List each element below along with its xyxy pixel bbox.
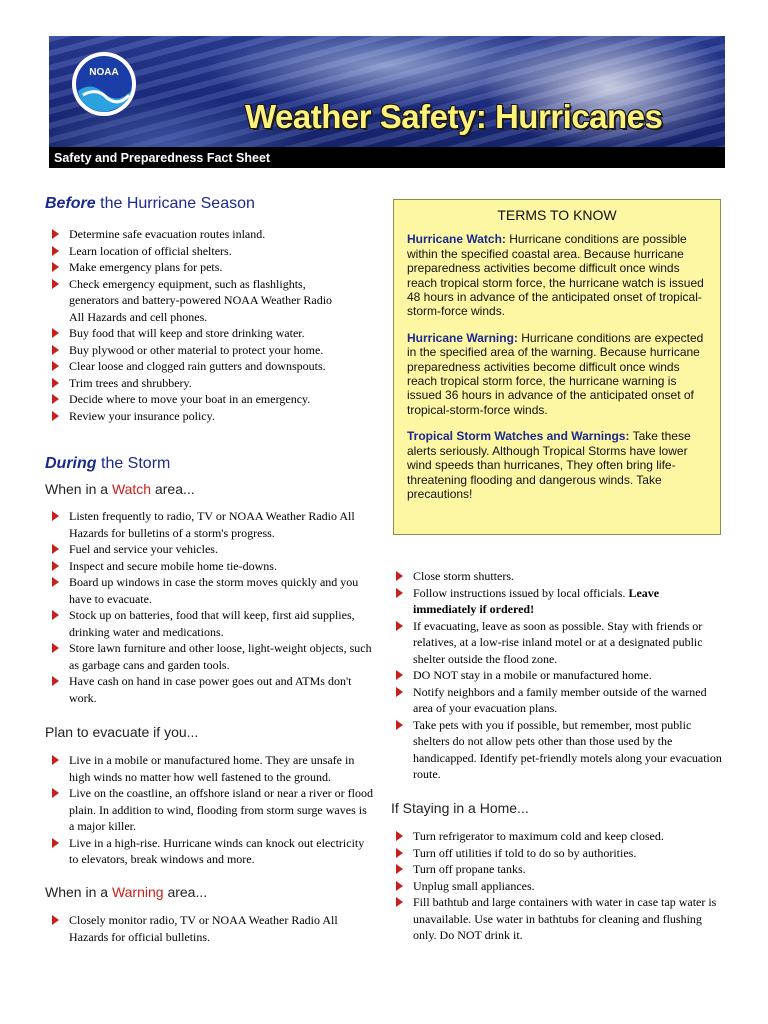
bullet-arrow-icon [52,511,59,521]
header-banner [49,36,725,168]
bullet-arrow-icon [396,588,403,598]
bullet-arrow-icon [52,361,59,371]
bullet-arrow-icon [396,720,403,730]
before-heading-rest: the Hurricane Season [95,195,255,212]
bullet-arrow-icon [52,561,59,571]
bullet-arrow-icon [52,755,59,765]
list-item: Have cash on hand in case power goes out and ATMs don't work. [49,673,374,706]
warning-list-right [393,568,723,783]
list-item: If evacuating, leave as soon as possible. Stay with friends or relatives, at a low-rise inland motel or at a designated public shelter outside the flood zone. [393,618,723,668]
bullet-arrow-icon [396,670,403,680]
list-item: DO NOT stay in a mobile or manufactured home. [393,667,723,684]
bullet-arrow-icon [52,838,59,848]
list-item: Turn off propane tanks. [393,861,723,878]
list-item: Fuel and service your vehicles. [49,541,374,558]
bullet-arrow-icon [52,279,59,289]
logo-text: NOAA [89,67,119,78]
list-item: Live in a mobile or manufactured home. They are unsafe in high winds no matter how well fastened to the ground. [49,752,374,785]
staying-home-heading: If Staying in a Home... [391,800,529,816]
list-item: Fill bathtub and large containers with water in case tap water is unavailable. Use water in bathtubs for cleaning and flushing only. Do NOT drink it. [393,894,723,944]
bullet-arrow-icon [52,345,59,355]
list-item: Decide where to move your boat in an emergency. [49,391,344,408]
list-item: Close storm shutters. [393,568,723,585]
bullet-arrow-icon [52,544,59,554]
bullet-arrow-icon [52,643,59,653]
list-item: Buy plywood or other material to protect your home. [49,342,344,359]
bullet-arrow-icon [52,915,59,925]
plan-evacuate-heading: Plan to evacuate if you... [45,724,199,740]
list-item: Follow instructions issued by local officials. Leave immediately if ordered! [393,585,723,618]
noaa-logo-icon [71,51,137,117]
list-item: Unplug small appliances. [393,878,723,895]
bullet-arrow-icon [52,378,59,388]
subtitle-bar [49,147,725,168]
page-subtitle: Safety and Preparedness Fact Sheet [54,151,271,165]
list-item: Take pets with you if possible, but remember, most public shelters do not allow pets other than those used by the handicapped. Identify pet-friendly motels along your evacuation route. [393,717,723,783]
term-hurricane-warning: Hurricane Warning: Hurricane conditions are expected in the specified area of the warning. Because hurricane preparedness activities become difficult once winds reach tropical storm force, the hurricane warning is issued 36 hours in advance of the anticipated onset of tropical-storm-force winds. [407,330,704,417]
list-item: Store lawn furniture and other loose, light-weight objects, such as garbage cans and garden tools. [49,640,374,673]
watch-area-heading: When in a Watch area... [45,481,195,497]
before-season-heading [45,195,255,213]
bullet-arrow-icon [52,676,59,686]
bullet-arrow-icon [396,848,403,858]
list-item: Turn refrigerator to maximum cold and keep closed. [393,828,723,845]
bullet-arrow-icon [52,577,59,587]
during-storm-heading [45,455,170,473]
list-item: Closely monitor radio, TV or NOAA Weather Radio All Hazards for official bulletins. [49,912,359,945]
before-season-list [49,226,344,424]
list-item: Notify neighbors and a family member outside of the warned area of your evacuation plans. [393,684,723,717]
list-item: Buy food that will keep and store drinking water. [49,325,344,342]
bullet-arrow-icon [52,262,59,272]
terms-to-know-box [393,199,721,535]
bullet-arrow-icon [396,881,403,891]
bullet-arrow-icon [396,864,403,874]
list-item: Determine safe evacuation routes inland. [49,226,344,243]
list-item: Make emergency plans for pets. [49,259,344,276]
bullet-arrow-icon [52,246,59,256]
plan-evacuate-list [49,752,374,868]
list-item: Turn off utilities if told to do so by authorities. [393,845,723,862]
list-item: Check emergency equipment, such as flashlights, generators and battery-powered NOAA Weather Radio All Hazards and cell phones. [49,276,344,326]
list-item: Board up windows in case the storm moves quickly and you have to evacuate. [49,574,374,607]
bullet-arrow-icon [52,610,59,620]
list-item: Clear loose and clogged rain gutters and downspouts. [49,358,344,375]
bullet-arrow-icon [396,571,403,581]
term-hurricane-watch: Hurricane Watch: Hurricane conditions are possible within the specified coastal area. Because hurricane preparedness activities become difficult once winds reach tropical storm force, the hurricane watch is issued 48 hours in advance of the anticipated onset of tropical-storm-force winds. [407,232,704,319]
list-item: Stock up on batteries, food that will keep, first aid supplies, drinking water and medications. [49,607,374,640]
warning-list-left [49,912,359,945]
watch-list [49,508,374,706]
bullet-arrow-icon [52,229,59,239]
list-item: Listen frequently to radio, TV or NOAA Weather Radio All Hazards for bulletins of a storm's progress. [49,508,374,541]
bullet-arrow-icon [396,897,403,907]
term-tropical-storm: Tropical Storm Watches and Warnings: Take these alerts seriously. Although Tropical Storms have lower wind speeds than hurricanes, They often bring life-threatening flooding and dangerous winds. Take precautions! [407,429,691,501]
warning-area-heading: When in a Warning area... [45,884,208,900]
list-item: Inspect and secure mobile home tie-downs. [49,558,374,575]
list-item: Review your insurance policy. [49,408,344,425]
list-item: Trim trees and shrubbery. [49,375,344,392]
staying-home-list [393,828,723,944]
page-title: Weather Safety: Hurricanes [245,98,663,135]
list-item: Live on the coastline, an offshore island or near a river or flood plain. In addition to wind, flooding from storm surge waves is a major killer. [49,785,374,835]
list-item: Learn location of official shelters. [49,243,344,260]
during-heading-rest: the Storm [96,455,171,472]
before-heading-em: Before [45,195,96,212]
bullet-arrow-icon [52,328,59,338]
list-item: Live in a high-rise. Hurricane winds can knock out electricity to elevators, break windows and more. [49,835,374,868]
bullet-arrow-icon [52,788,59,798]
terms-title: TERMS TO KNOW [497,207,617,223]
bullet-arrow-icon [52,411,59,421]
bullet-arrow-icon [52,394,59,404]
bullet-arrow-icon [396,621,403,631]
during-heading-em: During [45,455,97,472]
bullet-arrow-icon [396,831,403,841]
bullet-arrow-icon [396,687,403,697]
